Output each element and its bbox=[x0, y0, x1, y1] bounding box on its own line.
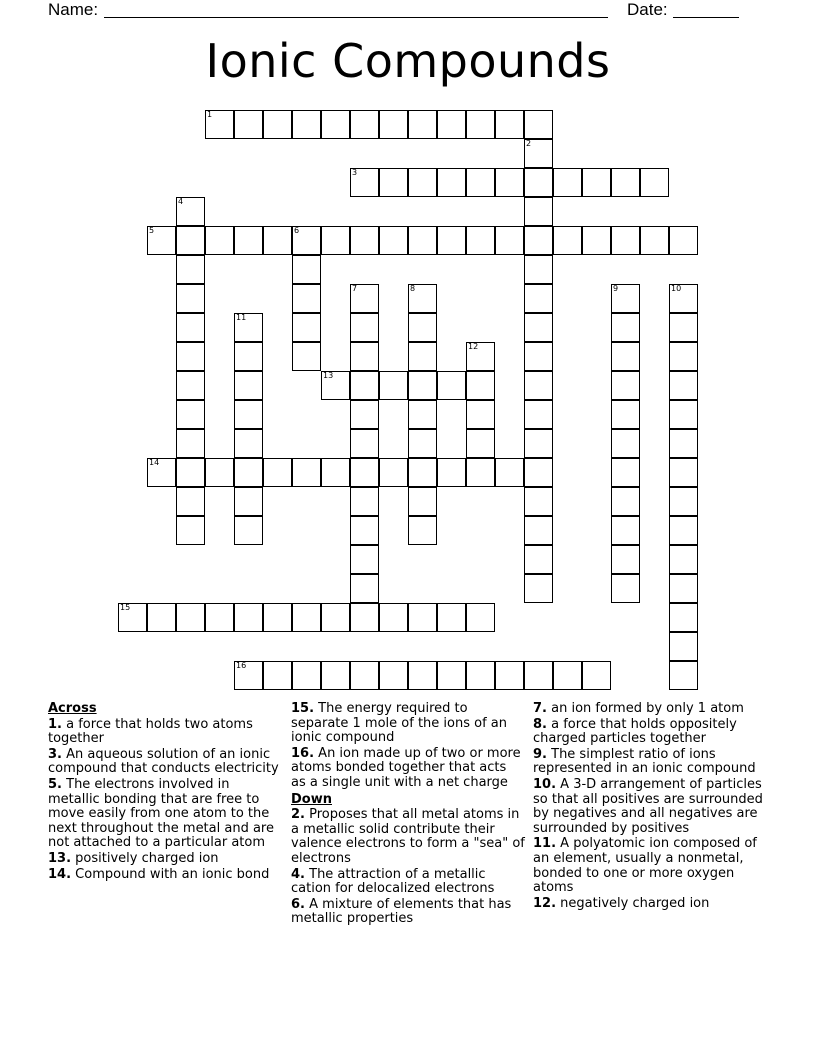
grid-cell[interactable] bbox=[437, 110, 466, 139]
grid-cell[interactable] bbox=[379, 371, 408, 400]
grid-cell[interactable] bbox=[611, 487, 640, 516]
grid-cell[interactable] bbox=[466, 458, 495, 487]
grid-cell[interactable] bbox=[466, 342, 495, 371]
clues-column-1 bbox=[48, 700, 280, 883]
grid-cell[interactable] bbox=[611, 226, 640, 255]
grid-cell[interactable] bbox=[437, 371, 466, 400]
clue-down-9: 9. The simplest ratio of ions represented in an ionic compound bbox=[533, 746, 756, 777]
grid-cell[interactable] bbox=[147, 603, 176, 632]
grid-cell[interactable] bbox=[669, 545, 698, 574]
grid-cell[interactable] bbox=[669, 487, 698, 516]
grid-cell[interactable] bbox=[408, 429, 437, 458]
clue-number: 1 bbox=[207, 110, 213, 119]
clue-down-11: 11. A polyatomic ion composed of an element, usually a nonmetal, bonded to one or more oxygen atoms bbox=[533, 836, 757, 896]
grid-cell[interactable] bbox=[611, 168, 640, 197]
grid-cell[interactable] bbox=[292, 342, 321, 371]
grid-cell[interactable] bbox=[379, 226, 408, 255]
grid-cell[interactable] bbox=[408, 458, 437, 487]
clue-number: 12 bbox=[468, 342, 479, 351]
grid-cell[interactable] bbox=[321, 110, 350, 139]
grid-cell[interactable] bbox=[524, 284, 553, 313]
grid-cell[interactable] bbox=[292, 603, 321, 632]
clue-number: 15 bbox=[120, 603, 131, 612]
clue-number: 9 bbox=[613, 284, 619, 293]
grid-cell[interactable] bbox=[611, 429, 640, 458]
grid-cell[interactable] bbox=[437, 661, 466, 690]
grid-cell[interactable] bbox=[669, 603, 698, 632]
grid-cell[interactable] bbox=[321, 371, 350, 400]
grid-cell[interactable] bbox=[321, 661, 350, 690]
grid-cell[interactable] bbox=[524, 487, 553, 516]
grid-cell[interactable] bbox=[234, 371, 263, 400]
clue-down-7: 7. an ion formed by only 1 atom bbox=[533, 701, 744, 716]
grid-cell[interactable] bbox=[234, 487, 263, 516]
grid-cell[interactable] bbox=[263, 603, 292, 632]
grid-cell[interactable] bbox=[176, 371, 205, 400]
grid-cell[interactable] bbox=[495, 168, 524, 197]
date-label: Date: bbox=[627, 0, 668, 19]
grid-cell[interactable] bbox=[350, 661, 379, 690]
grid-cell[interactable] bbox=[669, 516, 698, 545]
grid-cell[interactable] bbox=[669, 226, 698, 255]
grid-cell[interactable] bbox=[611, 574, 640, 603]
clue-down-2: 2. Proposes that all metal atoms in a metallic solid contribute their valence electrons to form a "sea" of electrons bbox=[291, 807, 525, 866]
clue-across-13: 13. positively charged ion bbox=[48, 850, 219, 866]
clue-number: 11 bbox=[236, 313, 247, 322]
grid-cell[interactable] bbox=[524, 139, 553, 168]
clue-number: 16 bbox=[236, 661, 247, 670]
grid-cell[interactable] bbox=[669, 284, 698, 313]
clue-number: 6 bbox=[294, 226, 300, 235]
grid-cell[interactable] bbox=[611, 545, 640, 574]
grid-cell[interactable] bbox=[350, 168, 379, 197]
grid-cell[interactable] bbox=[524, 371, 553, 400]
grid-cell[interactable] bbox=[495, 458, 524, 487]
clue-number: 14 bbox=[149, 458, 160, 467]
grid-cell[interactable] bbox=[524, 400, 553, 429]
grid-cell[interactable] bbox=[524, 110, 553, 139]
grid-cell[interactable] bbox=[524, 342, 553, 371]
grid-cell[interactable] bbox=[234, 429, 263, 458]
grid-cell[interactable] bbox=[379, 168, 408, 197]
clue-number: 2 bbox=[526, 139, 532, 148]
grid-cell[interactable] bbox=[408, 661, 437, 690]
grid-cell[interactable] bbox=[495, 226, 524, 255]
grid-cell[interactable] bbox=[408, 603, 437, 632]
clue-number: 5 bbox=[149, 226, 155, 235]
grid-cell[interactable] bbox=[466, 110, 495, 139]
grid-cell[interactable] bbox=[408, 371, 437, 400]
clues-column-3 bbox=[533, 702, 769, 912]
grid-cell[interactable] bbox=[408, 313, 437, 342]
grid-cell[interactable] bbox=[234, 226, 263, 255]
grid-cell[interactable] bbox=[524, 574, 553, 603]
grid-cell[interactable] bbox=[350, 284, 379, 313]
grid-cell[interactable] bbox=[379, 458, 408, 487]
grid-cell[interactable] bbox=[234, 458, 263, 487]
grid-cell[interactable] bbox=[292, 284, 321, 313]
grid-cell[interactable] bbox=[582, 168, 611, 197]
clue-down-12: 12. negatively charged ion bbox=[533, 895, 710, 911]
grid-cell[interactable] bbox=[205, 603, 234, 632]
grid-cell[interactable] bbox=[611, 458, 640, 487]
grid-cell[interactable] bbox=[350, 458, 379, 487]
grid-cell[interactable] bbox=[176, 284, 205, 313]
grid-cell[interactable] bbox=[582, 661, 611, 690]
grid-cell[interactable] bbox=[669, 632, 698, 661]
grid-cell[interactable] bbox=[176, 400, 205, 429]
grid-cell[interactable] bbox=[350, 313, 379, 342]
grid-cell[interactable] bbox=[611, 516, 640, 545]
grid-cell[interactable] bbox=[205, 458, 234, 487]
grid-cell[interactable] bbox=[408, 400, 437, 429]
grid-cell[interactable] bbox=[292, 661, 321, 690]
grid-cell[interactable] bbox=[669, 400, 698, 429]
clue-across-14: 14. Compound with an ionic bond bbox=[48, 866, 270, 882]
grid-cell[interactable] bbox=[669, 661, 698, 690]
grid-cell[interactable] bbox=[379, 661, 408, 690]
grid-cell[interactable] bbox=[466, 226, 495, 255]
grid-cell[interactable] bbox=[350, 574, 379, 603]
grid-cell[interactable] bbox=[292, 110, 321, 139]
grid-cell[interactable] bbox=[147, 458, 176, 487]
grid-cell[interactable] bbox=[118, 603, 147, 632]
grid-cell[interactable] bbox=[611, 400, 640, 429]
grid-cell[interactable] bbox=[611, 371, 640, 400]
clue-number: 10 bbox=[671, 284, 682, 293]
clue-across-1: 1. a force that holds two atoms together bbox=[48, 716, 253, 747]
grid-cell[interactable] bbox=[524, 429, 553, 458]
grid-cell[interactable] bbox=[466, 400, 495, 429]
grid-cell[interactable] bbox=[321, 458, 350, 487]
grid-cell[interactable] bbox=[176, 487, 205, 516]
grid-cell[interactable] bbox=[350, 400, 379, 429]
grid-cell[interactable] bbox=[408, 342, 437, 371]
grid-cell[interactable] bbox=[524, 197, 553, 226]
grid-cell[interactable] bbox=[553, 226, 582, 255]
clue-across-3: 3. An aqueous solution of an ionic compound that conducts electricity bbox=[48, 746, 279, 777]
grid-cell[interactable] bbox=[176, 226, 205, 255]
name-label: Name: bbox=[48, 0, 99, 19]
grid-cell[interactable] bbox=[176, 603, 205, 632]
grid-cell[interactable] bbox=[640, 226, 669, 255]
grid-cell[interactable] bbox=[292, 255, 321, 284]
grid-cell[interactable] bbox=[234, 603, 263, 632]
grid-cell[interactable] bbox=[263, 110, 292, 139]
grid-cell[interactable] bbox=[176, 342, 205, 371]
clue-down-6: 6. A mixture of elements that has metallic properties bbox=[291, 896, 512, 927]
grid-cell[interactable] bbox=[553, 661, 582, 690]
grid-cell[interactable] bbox=[466, 661, 495, 690]
grid-cell[interactable] bbox=[234, 313, 263, 342]
grid-cell[interactable] bbox=[524, 255, 553, 284]
grid-cell[interactable] bbox=[437, 603, 466, 632]
clue-down-10: 10. A 3-D arrangement of particles so that all positives are surrounded by negatives and all negatives are surrounded by positives bbox=[533, 776, 763, 836]
grid-cell[interactable] bbox=[176, 429, 205, 458]
grid-cell[interactable] bbox=[234, 342, 263, 371]
grid-cell[interactable] bbox=[234, 110, 263, 139]
clue-down-8: 8. a force that holds oppositely charged particles together bbox=[533, 716, 737, 747]
grid-cell[interactable] bbox=[408, 487, 437, 516]
grid-cell[interactable] bbox=[176, 516, 205, 545]
grid-cell[interactable] bbox=[205, 110, 234, 139]
grid-cell[interactable] bbox=[466, 168, 495, 197]
grid-cell[interactable] bbox=[263, 226, 292, 255]
grid-cell[interactable] bbox=[408, 284, 437, 313]
clue-number: 3 bbox=[352, 168, 358, 177]
grid-cell[interactable] bbox=[611, 313, 640, 342]
grid-cell[interactable] bbox=[234, 661, 263, 690]
grid-cell[interactable] bbox=[437, 458, 466, 487]
grid-cell[interactable] bbox=[350, 110, 379, 139]
grid-cell[interactable] bbox=[350, 342, 379, 371]
grid-cell[interactable] bbox=[350, 226, 379, 255]
across-heading: Across bbox=[48, 701, 97, 716]
grid-cell[interactable] bbox=[524, 661, 553, 690]
grid-cell[interactable] bbox=[176, 458, 205, 487]
grid-cell[interactable] bbox=[379, 110, 408, 139]
grid-cell[interactable] bbox=[408, 110, 437, 139]
grid-cell[interactable] bbox=[321, 226, 350, 255]
grid-cell[interactable] bbox=[408, 226, 437, 255]
grid-cell[interactable] bbox=[321, 603, 350, 632]
grid-cell[interactable] bbox=[234, 400, 263, 429]
grid-cell[interactable] bbox=[466, 603, 495, 632]
grid-cell[interactable] bbox=[524, 313, 553, 342]
grid-cell[interactable] bbox=[379, 603, 408, 632]
clue-number: 4 bbox=[178, 197, 184, 206]
grid-cell[interactable] bbox=[524, 226, 553, 255]
grid-cell[interactable] bbox=[669, 458, 698, 487]
grid-cell[interactable] bbox=[292, 226, 321, 255]
grid-cell[interactable] bbox=[669, 371, 698, 400]
clue-number: 7 bbox=[352, 284, 358, 293]
grid-cell[interactable] bbox=[582, 226, 611, 255]
grid-cell[interactable] bbox=[524, 516, 553, 545]
grid-cell[interactable] bbox=[408, 168, 437, 197]
grid-cell[interactable] bbox=[350, 516, 379, 545]
clue-number: 8 bbox=[410, 284, 416, 293]
clue-down-4: 4. The attraction of a metallic cation for delocalized electrons bbox=[291, 866, 495, 897]
grid-cell[interactable] bbox=[669, 342, 698, 371]
clue-across-16: 16. An ion made up of two or more atoms bonded together that acts as a single unit with a net charge bbox=[291, 745, 521, 790]
grid-cell[interactable] bbox=[611, 342, 640, 371]
grid-cell[interactable] bbox=[408, 516, 437, 545]
grid-cell[interactable] bbox=[669, 429, 698, 458]
grid-cell[interactable] bbox=[640, 168, 669, 197]
grid-cell[interactable] bbox=[176, 313, 205, 342]
grid-cell[interactable] bbox=[263, 458, 292, 487]
grid-cell[interactable] bbox=[466, 371, 495, 400]
down-heading: Down bbox=[291, 791, 332, 807]
grid-cell[interactable] bbox=[350, 545, 379, 574]
clues-column-2 bbox=[291, 702, 525, 928]
grid-cell[interactable] bbox=[292, 313, 321, 342]
grid-cell[interactable] bbox=[669, 313, 698, 342]
grid-cell[interactable] bbox=[524, 458, 553, 487]
grid-cell[interactable] bbox=[495, 110, 524, 139]
grid-cell[interactable] bbox=[437, 226, 466, 255]
grid-cell[interactable] bbox=[669, 574, 698, 603]
grid-cell[interactable] bbox=[263, 661, 292, 690]
grid-cell[interactable] bbox=[292, 458, 321, 487]
grid-cell[interactable] bbox=[350, 487, 379, 516]
grid-cell[interactable] bbox=[437, 168, 466, 197]
grid-cell[interactable] bbox=[611, 284, 640, 313]
grid-cell[interactable] bbox=[466, 429, 495, 458]
grid-cell[interactable] bbox=[553, 168, 582, 197]
grid-cell[interactable] bbox=[147, 226, 176, 255]
clue-across-15: 15. The energy required to separate 1 mole of the ions of an ionic compound bbox=[291, 701, 507, 746]
grid-cell[interactable] bbox=[205, 226, 234, 255]
grid-cell[interactable] bbox=[176, 197, 205, 226]
clue-number: 13 bbox=[323, 371, 334, 380]
grid-cell[interactable] bbox=[495, 661, 524, 690]
grid-cell[interactable] bbox=[234, 516, 263, 545]
grid-cell[interactable] bbox=[350, 429, 379, 458]
grid-cell[interactable] bbox=[350, 371, 379, 400]
grid-cell[interactable] bbox=[524, 545, 553, 574]
grid-cell[interactable] bbox=[176, 255, 205, 284]
grid-cell[interactable] bbox=[524, 168, 553, 197]
grid-cell[interactable] bbox=[350, 603, 379, 632]
clue-across-5: 5. The electrons involved in metallic bonding that are free to move easily from one atom to the next throughout the metal and are not attached to a particular atom bbox=[48, 776, 274, 851]
page-title: Ionic Compounds bbox=[205, 34, 611, 88]
